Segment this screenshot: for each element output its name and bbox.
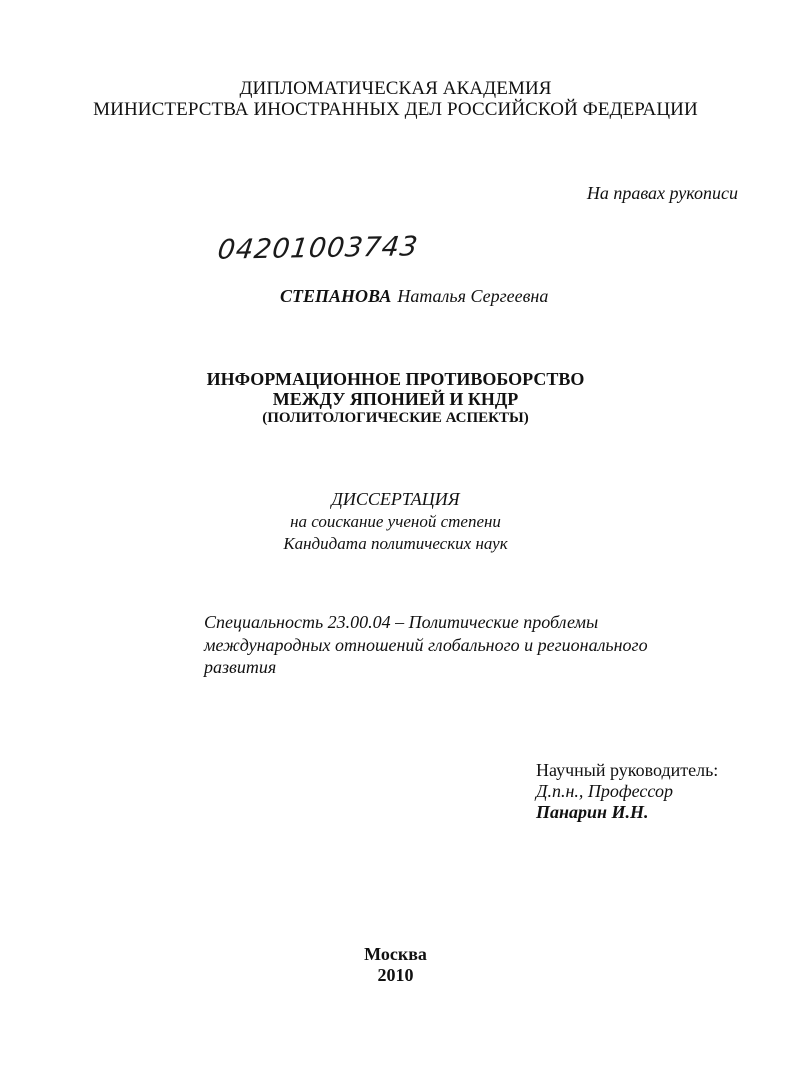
dissertation-title-line1: ИНФОРМАЦИОННОЕ ПРОТИВОБОРСТВО	[206, 369, 585, 389]
handwritten-registration-number: 04201003743	[215, 231, 421, 266]
degree-name: Кандидата политических наук	[283, 534, 508, 553]
dissertation-subtitle: (ПОЛИТОЛОГИЧЕСКИЕ АСПЕКТЫ)	[262, 410, 529, 426]
specialty-line1: Специальность 23.00.04 – Политические проблемы	[204, 612, 599, 632]
supervisor-name: Панарин И.Н.	[536, 802, 649, 822]
author-given-name: Наталья Сергеевна	[397, 286, 549, 306]
year: 2010	[377, 965, 414, 985]
specialty-line3: развития	[204, 657, 277, 677]
author-name	[280, 286, 548, 307]
degree-purpose: на соискание ученой степени	[290, 512, 501, 531]
author-surname: СТЕПАНОВА	[280, 286, 392, 306]
org-name-line2: МИНИСТЕРСТВА ИНОСТРАННЫХ ДЕЛ РОССИЙСКОЙ ФЕДЕРАЦИИ	[93, 99, 698, 120]
specialty-line2: международных отношений глобального и регионального	[204, 635, 648, 655]
rights-note: На правах рукописи	[586, 183, 738, 203]
supervisor-degree: Д.п.н., Профессор	[536, 781, 673, 801]
org-name-line1: ДИПЛОМАТИЧЕСКАЯ АКАДЕМИЯ	[239, 78, 552, 99]
supervisor-label: Научный руководитель:	[536, 760, 719, 780]
document-type: ДИССЕРТАЦИЯ	[331, 489, 460, 509]
city: Москва	[364, 944, 427, 964]
dissertation-title-line2: МЕЖДУ ЯПОНИЕЙ И КНДР	[272, 389, 519, 409]
